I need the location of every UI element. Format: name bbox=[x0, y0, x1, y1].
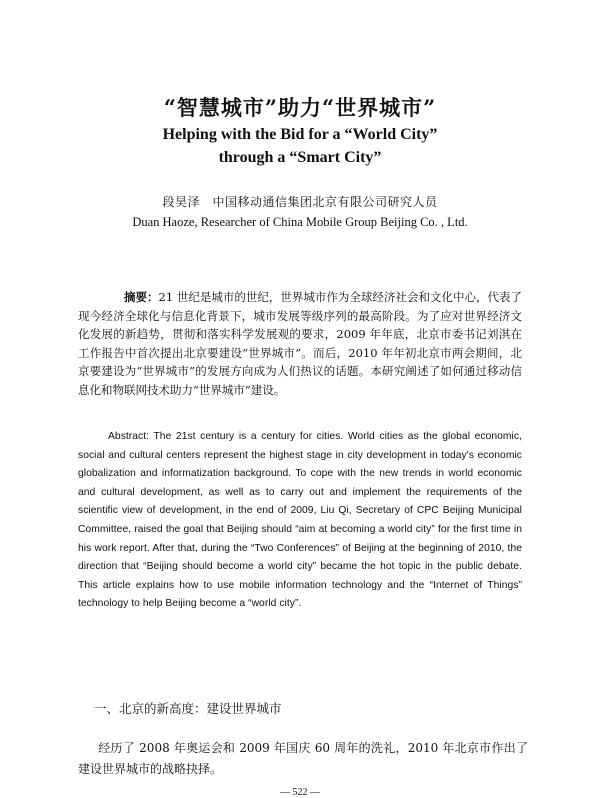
title-english-line-2: through a “Smart City” bbox=[218, 149, 382, 166]
abstract-chinese-text: 21 世纪是城市的世纪，世界城市作为全球经济社会和文化中心，代表了现今经济全球化与信息化背景下，城市发展等级序列的最高阶段。为了应对世界经济文化发展的新趋势，贯彻和落实科学发展观的要求，2009 年年底，北京市委书记刘淇在工作报告中首次提出北京要建设“世界城市”。而后，2010 年年初北京市两会期间，北京要建设为“世界城市”的发展方向成为人们热议的话题。本研究阐述了如何通过移动信息化和物联网技术助力“世界城市”建设。 bbox=[78, 290, 522, 397]
title-english-line-1: Helping with the Bid for a “World City” bbox=[162, 126, 438, 143]
abstract-english-text: The 21st century is a century for cities. World cities as the global economic, social and cultural centers represent the highest stage in city development in today's economic globalization and informatization background. To cope with the new trends in world economic and cultural development, as well as to carry out and implement the requirements of the scientific view of development, in the end of 2009, Liu Qi, Secretary of CPC Beijing Municipal Committee, raised the goal that Beijing should “aim at becoming a world city” for the first time in his work report. After that, during the “Two Conferences” of Beijing at the beginning of 2010, the direction that “Beijing should become a world city” became the hot topic in the public debate. This article explains how to use mobile information technology and the “Internet of Things” technology to help Beijing become a “world city”. bbox=[78, 431, 522, 610]
body-paragraph-text: 经历了 2008 年奥运会和 2009 年国庆 60 周年的洗礼，2010 年北京市作出了建设世界城市的战略抉择。 bbox=[78, 741, 528, 776]
body-paragraph bbox=[78, 738, 528, 780]
title-chinese: “智慧城市”助力“世界城市” bbox=[163, 95, 437, 120]
section-heading: 一、北京的新高度：建设世界城市 bbox=[94, 701, 282, 716]
page-number: — 522 — bbox=[280, 787, 320, 798]
abstract-chinese-label: 摘要： bbox=[124, 290, 159, 304]
abstract-chinese bbox=[78, 288, 522, 399]
abstract-english-label: Abstract: bbox=[108, 431, 150, 442]
author-chinese: 段昊泽 中国移动通信集团北京有限公司研究人员 bbox=[162, 195, 438, 209]
author-english: Duan Haoze, Researcher of China Mobile Group Beijing Co. , Ltd. bbox=[132, 215, 468, 229]
abstract-english bbox=[78, 428, 522, 614]
